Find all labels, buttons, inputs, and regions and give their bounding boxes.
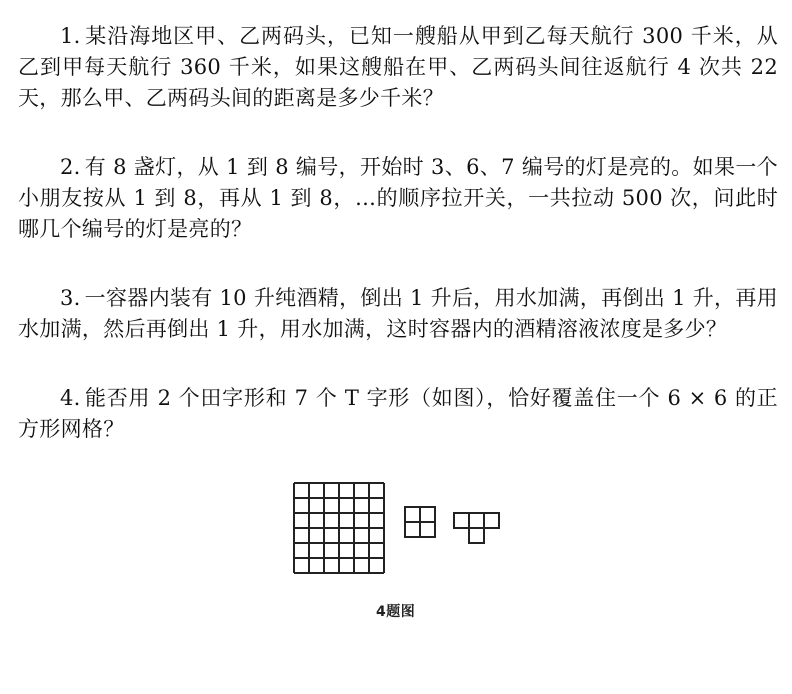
problem-3-text: 一容器内装有 10 升纯酒精，倒出 1 升后，用水加满，再倒出 1 升，再用水加满，然后再倒出 1 升，用水加满，这时容器内的酒精溶液浓度是多少？ [18, 286, 778, 341]
problem-1-number: 1. [60, 24, 81, 48]
t-shape-cell-right [484, 513, 499, 528]
square-grid-6x6 [294, 483, 384, 573]
t-shape-cell-stem [469, 528, 484, 543]
problem-2-number: 2. [60, 155, 81, 179]
tian-shape [405, 507, 435, 537]
problem-3-number: 3. [60, 286, 81, 310]
problem-2-text: 有 8 盏灯，从 1 到 8 编号，开始时 3、6、7 编号的灯是亮的。如果一个小朋友按从 1 到 8，再从 1 到 8，…的顺序拉开关，一共拉动 500 次，问此时哪几个编号的灯是亮的？ [18, 155, 778, 241]
t-shape [454, 513, 499, 543]
t-shape-cell-left [454, 513, 469, 528]
figure-caption: 4题图 [376, 604, 416, 620]
t-shape-cell-middle [469, 513, 484, 528]
problem-1-text: 某沿海地区甲、乙两码头，已知一艘船从甲到乙每天航行 300 千米，从乙到甲每天航行 360 千米，如果这艘船在甲、乙两码头间往返航行 4 次共 22 天，那么甲、乙两码头间的距离是多少千米？ [18, 24, 778, 110]
problem-4-number: 4. [60, 386, 81, 410]
problem-4-text: 能否用 2 个田字形和 7 个 T 字形（如图），恰好覆盖住一个 6 × 6 的正方形网格？ [18, 386, 778, 441]
